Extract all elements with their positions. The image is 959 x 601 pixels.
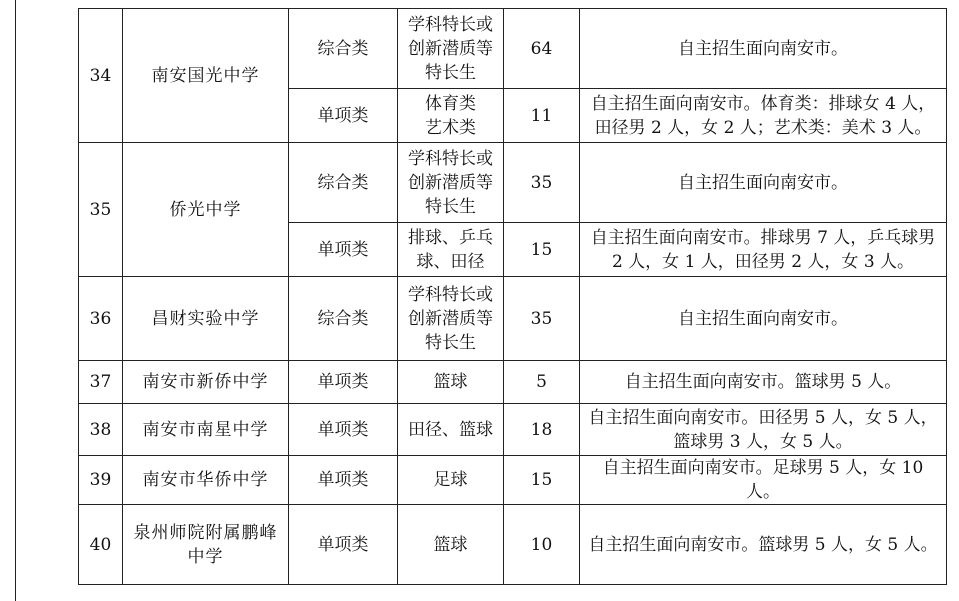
- school-name: 泉州师院附属鹏峰 中学: [123, 505, 289, 585]
- table-row: [79, 505, 947, 585]
- count-cell: 35: [504, 277, 580, 361]
- notes-cell: 自主招生面向南安市。: [580, 277, 947, 361]
- item-cell: 体育类 艺术类: [398, 89, 504, 143]
- row-number: 40: [79, 505, 123, 585]
- row-number: 38: [79, 404, 123, 456]
- row-number: 39: [79, 456, 123, 505]
- category-cell: 单项类: [289, 456, 398, 505]
- table-row: [79, 361, 947, 404]
- school-name: 侨光中学: [123, 143, 289, 277]
- item-cell: 学科特长或 创新潜质等 特长生: [398, 9, 504, 89]
- table-row: [79, 143, 947, 223]
- count-cell: 5: [504, 361, 580, 404]
- notes-cell: 自主招生面向南安市。: [580, 9, 947, 89]
- school-name: 南安国光中学: [123, 9, 289, 143]
- school-name: 南安市南星中学: [123, 404, 289, 456]
- item-cell: 足球: [398, 456, 504, 505]
- notes-cell: 自主招生面向南安市。: [580, 143, 947, 223]
- table-row: [79, 456, 947, 505]
- row-number: 36: [79, 277, 123, 361]
- notes-cell: 自主招生面向南安市。足球男 5 人，女 10 人。: [580, 456, 947, 505]
- notes-cell: 自主招生面向南安市。体育类：排球女 4 人，田径男 2 人，女 2 人；艺术类：美术 3 人。: [580, 89, 947, 143]
- school-name: 昌财实验中学: [123, 277, 289, 361]
- page-margin-line: [15, 0, 16, 601]
- category-cell: 单项类: [289, 89, 398, 143]
- row-number: 35: [79, 143, 123, 277]
- item-cell: 篮球: [398, 505, 504, 585]
- notes-cell: 自主招生面向南安市。田径男 5 人，女 5 人，篮球男 3 人，女 5 人。: [580, 404, 947, 456]
- category-cell: 综合类: [289, 143, 398, 223]
- count-cell: 15: [504, 456, 580, 505]
- school-name: 南安市新侨中学: [123, 361, 289, 404]
- school-name: 南安市华侨中学: [123, 456, 289, 505]
- count-cell: 10: [504, 505, 580, 585]
- category-cell: 综合类: [289, 277, 398, 361]
- notes-cell: 自主招生面向南安市。篮球男 5 人。: [580, 361, 947, 404]
- category-cell: 单项类: [289, 505, 398, 585]
- count-cell: 64: [504, 9, 580, 89]
- notes-cell: 自主招生面向南安市。篮球男 5 人，女 5 人。: [580, 505, 947, 585]
- row-number: 37: [79, 361, 123, 404]
- item-cell: 田径、篮球: [398, 404, 504, 456]
- category-cell: 单项类: [289, 361, 398, 404]
- table-row: [79, 9, 947, 89]
- count-cell: 11: [504, 89, 580, 143]
- row-number: 34: [79, 9, 123, 143]
- item-cell: 学科特长或 创新潜质等 特长生: [398, 143, 504, 223]
- notes-cell: 自主招生面向南安市。排球男 7 人，乒乓球男 2 人，女 1 人，田径男 2 人，女 3 人。: [580, 223, 947, 277]
- item-cell: 排球、乒乓 球、田径: [398, 223, 504, 277]
- item-cell: 篮球: [398, 361, 504, 404]
- admissions-table: [78, 8, 947, 585]
- table-row: [79, 277, 947, 361]
- count-cell: 15: [504, 223, 580, 277]
- item-cell: 学科特长或 创新潜质等 特长生: [398, 277, 504, 361]
- count-cell: 35: [504, 143, 580, 223]
- category-cell: 单项类: [289, 223, 398, 277]
- category-cell: 综合类: [289, 9, 398, 89]
- category-cell: 单项类: [289, 404, 398, 456]
- count-cell: 18: [504, 404, 580, 456]
- table-row: [79, 404, 947, 456]
